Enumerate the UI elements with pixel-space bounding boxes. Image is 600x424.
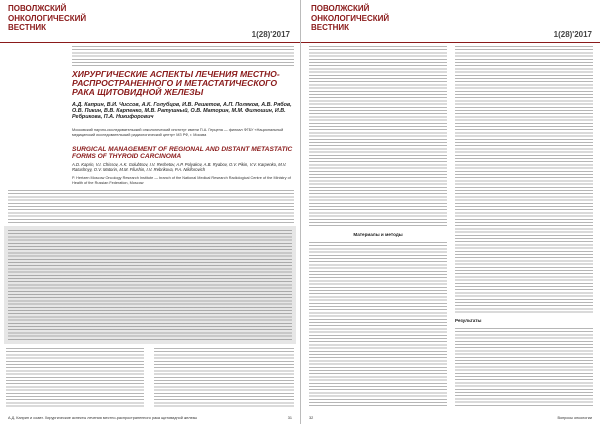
metadata-text <box>72 46 294 68</box>
body-col-1 <box>6 348 144 408</box>
issue-number-right: 1(28)'2017 <box>553 30 592 39</box>
rp-col2-top-text <box>455 46 593 314</box>
rp-col2-bottom-text <box>455 328 593 406</box>
aff-ru-block <box>72 128 294 137</box>
abstract-box <box>4 226 296 344</box>
footer-right-text: Вопросы онкологии <box>557 416 592 420</box>
rp-col1-bottom <box>309 242 447 406</box>
contact-block <box>8 190 294 224</box>
journal-line-2: ОНКОЛОГИЧЕСКИЙ <box>311 13 390 23</box>
journal-line-2: ОНКОЛОГИЧЕСКИЙ <box>8 13 87 23</box>
footer-left-text: А.Д. Каприн и соавт. Хирургические аспекты лечения местно-распространенного рака щитовидной железы <box>8 416 198 420</box>
rp-col2-bottom <box>455 328 593 406</box>
title-en-block <box>72 146 294 160</box>
section-methods: Материалы и методы <box>353 232 403 237</box>
section-results: Результаты <box>455 318 482 323</box>
rp-col1-top-text <box>309 46 447 228</box>
authors-en-block <box>72 162 294 172</box>
contact-text <box>8 190 294 224</box>
authors-ru: А.Д. Каприн, В.И. Чиссов, А.К. Голубцов, И.В. Решетов, А.П. Поляков, А.В. Рябов, О.В. Пикин, В.В. Карпенко, М.В. Ратушный, О.В. Маторин, М.М. Филюшин, И.В. Ребрикова, П.А. Никифорович <box>72 102 292 121</box>
journal-title-right <box>311 4 389 33</box>
rp-col2-top <box>455 46 593 314</box>
affiliation-ru: Московский научно-исследовательский онкологический институт имени П.А. Герцена — филиал ФГБУ «Национальный медицинский исследовательский радиологический центр» МЗ РФ, г. Москва <box>72 128 284 137</box>
body-col-2 <box>154 348 294 408</box>
journal-line-3: ВЕСТНИК <box>311 23 349 32</box>
article-title-ru: ХИРУРГИЧЕСКИЕ АСПЕКТЫ ЛЕЧЕНИЯ МЕСТНО-РАСПРОСТРАНЕННОГО И МЕТАСТАТИЧЕСКОГО РАКА ЩИТОВИДНОЙ ЖЕЛЕЗЫ <box>72 69 280 98</box>
journal-line-1: ПОВОЛЖСКИЙ <box>8 4 67 13</box>
page-number-right: 32 <box>309 416 314 420</box>
metadata-block <box>72 46 294 68</box>
authors-ru-block <box>72 102 294 121</box>
affiliation-en: P. Hertzen Moscow Oncology Research Institute — branch of the National Medical Research Radiological Centre of the Ministry of Health of the Russian Federation, Moscow <box>72 176 291 185</box>
authors-en: A.D. Kaprin, V.I. Chissov, A.K. Golubtsov, I.V. Reshetov, A.P. Polyakov, A.B. Ryabov, O.V. Pikin, V.V. Karpenko, M.V. Ratushnyy, O.V. Matorin, M.M. Filushin, I.V. Rebrikova, P.A. Nikiforovich <box>72 162 287 172</box>
journal-title <box>8 4 86 33</box>
article-title-en: SURGICAL MANAGEMENT OF REGIONAL AND DISTANT METASTATIC FORMS OF THYROID CARCINOMA <box>72 146 293 161</box>
header-rule <box>0 42 300 43</box>
body-text-1 <box>6 348 144 408</box>
journal-line-3: ВЕСТНИК <box>8 23 46 32</box>
rp-col1-bottom-text <box>309 242 447 406</box>
right-header <box>301 0 600 42</box>
journal-line-1: ПОВОЛЖСКИЙ <box>311 4 370 13</box>
title-ru-block <box>72 70 287 98</box>
right-page <box>300 0 600 424</box>
abstract-text <box>8 230 292 340</box>
left-header <box>0 0 300 42</box>
aff-en-block <box>72 176 294 185</box>
body-text-2 <box>154 348 294 408</box>
issue-number: 1(28)'2017 <box>251 30 290 39</box>
header-rule-right <box>301 42 600 43</box>
rp-col1-top <box>309 46 447 228</box>
page-number-left: 31 <box>287 416 292 420</box>
